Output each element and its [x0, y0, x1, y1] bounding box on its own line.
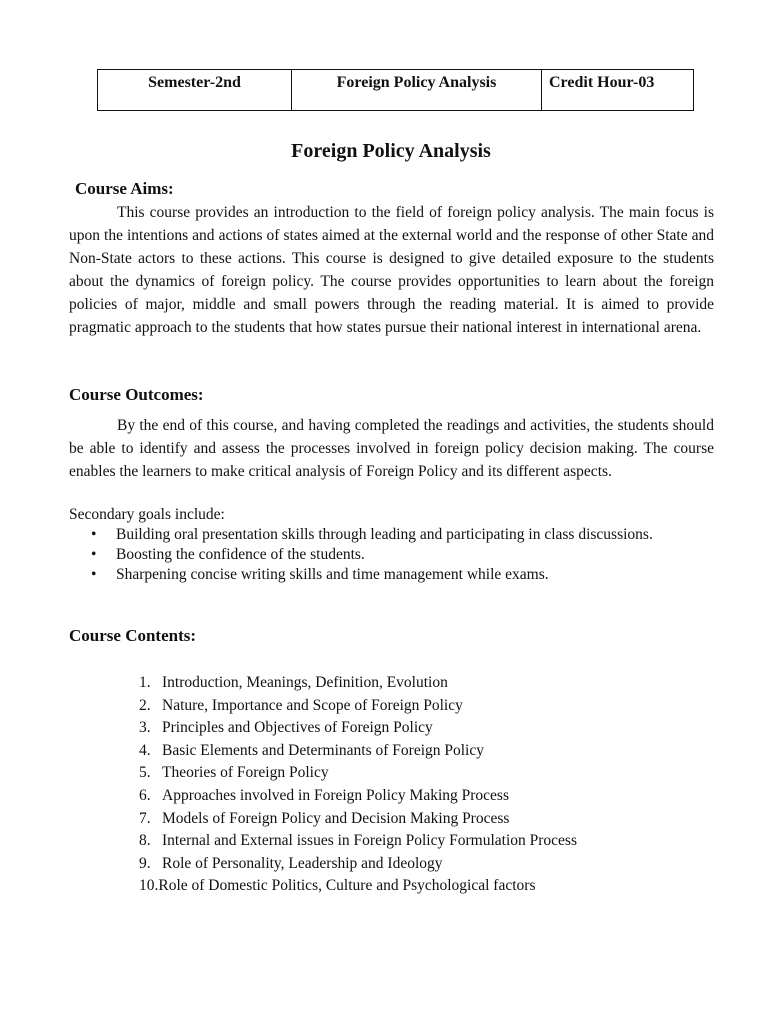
- list-item: • Boosting the confidence of the students.: [91, 546, 365, 563]
- course-contents-heading: Course Contents:: [69, 626, 197, 645]
- list-item: 4. Basic Elements and Determinants of Foreign Policy: [139, 741, 484, 759]
- course-aims-heading: Course Aims:: [75, 179, 174, 198]
- list-item: 3. Principles and Objectives of Foreign Policy: [139, 719, 433, 737]
- secondary-goals-list: [69, 525, 714, 585]
- list-item: 10.Role of Domestic Politics, Culture and Psychological factors: [139, 877, 536, 895]
- course-header-table: [97, 69, 694, 111]
- credit-hour-cell: Credit Hour-03: [542, 70, 694, 111]
- bullet-icon: •: [91, 526, 97, 543]
- list-item: • Building oral presentation skills through leading and participating in class discussions.: [91, 526, 653, 543]
- list-item: 5. Theories of Foreign Policy: [139, 764, 329, 782]
- bullet-icon: •: [91, 566, 97, 583]
- list-item: 7. Models of Foreign Policy and Decision Making Process: [139, 809, 510, 827]
- list-item: 2. Nature, Importance and Scope of Foreign Policy: [139, 696, 463, 714]
- list-item: 8. Internal and External issues in Foreign Policy Formulation Process: [139, 832, 577, 850]
- list-item: • Sharpening concise writing skills and time management while exams.: [91, 566, 549, 583]
- list-item: 9. Role of Personality, Leadership and Ideology: [139, 854, 443, 872]
- course-outcomes-heading: Course Outcomes:: [69, 385, 204, 404]
- document-title: Foreign Policy Analysis: [291, 140, 491, 162]
- course-outcomes-paragraph: By the end of this course, and having completed the readings and activities, the students should be able to identify and assess the processes involved in foreign policy decision making. The course enables the learners to make critical analysis of Foreign Policy and its different aspects.: [69, 417, 714, 480]
- bullet-icon: •: [91, 546, 97, 563]
- list-item: 6. Approaches involved in Foreign Policy Making Process: [139, 786, 509, 804]
- semester-cell: Semester-2nd: [98, 70, 292, 111]
- secondary-goals-label: Secondary goals include:: [69, 506, 225, 523]
- course-aims-paragraph: This course provides an introduction to the field of foreign policy analysis. The main focus is upon the intentions and actions of states aimed at the external world and the response of other State and Non-State actors to these actions. This course is designed to give detailed exposure to the students about the dynamics of foreign policy. The course provides opportunities to learn about the foreign policies of major, middle and small powers through the reading material. It is aimed to provide pragmatic approach to the students that how states pursue their national interest in international arena.: [69, 204, 714, 336]
- list-item: 1. Introduction, Meanings, Definition, Evolution: [139, 674, 448, 691]
- course-contents-list: [139, 672, 577, 898]
- course-name-cell: Foreign Policy Analysis: [292, 70, 542, 111]
